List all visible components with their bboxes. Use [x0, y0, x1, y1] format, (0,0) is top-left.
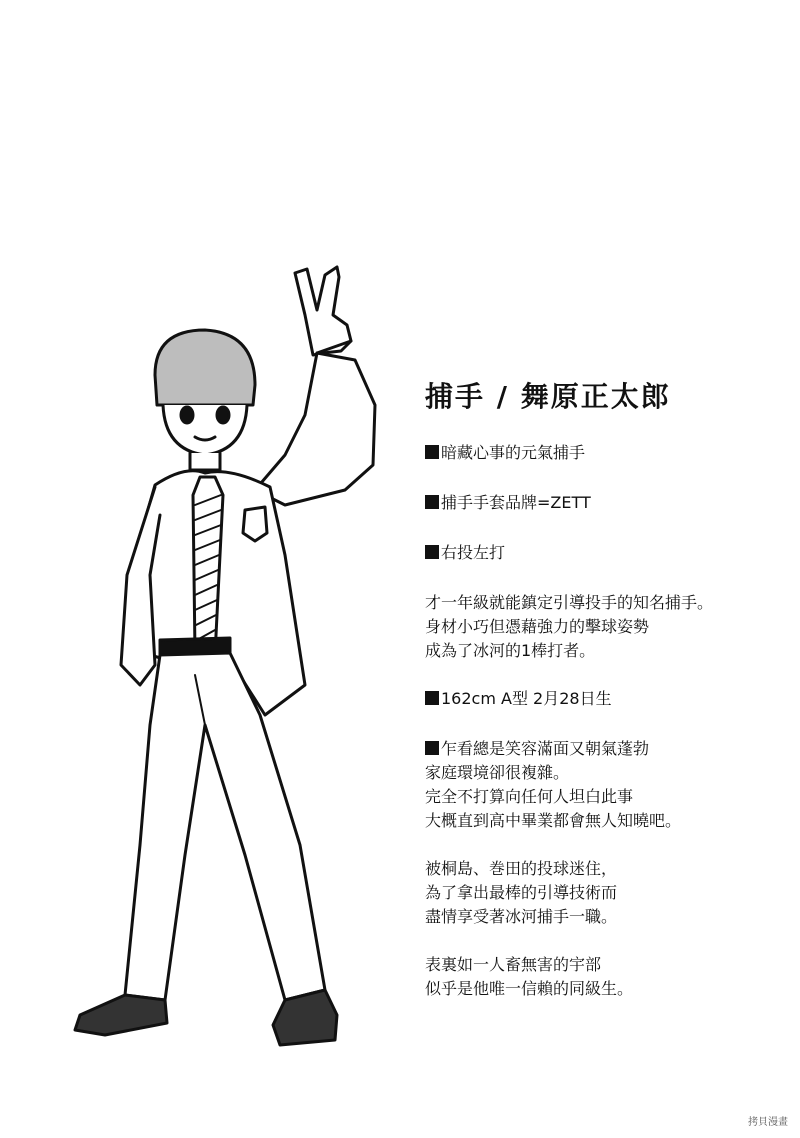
tag-text: 暗藏心事的元氣捕手: [441, 443, 586, 462]
paragraph-line: 才一年級就能鎮定引導投手的知名捕手。: [425, 593, 714, 612]
paragraph-line: 家庭環境卻很複雜。: [425, 763, 570, 782]
left-shoe: [75, 995, 167, 1035]
paragraph-line: 身材小巧但憑藉強力的擊球姿勢: [425, 617, 650, 636]
paragraph-line: 為了拿出最棒的引導技術而: [425, 883, 618, 902]
character-profile: [425, 375, 785, 1025]
paragraph-line: 成為了冰河的1棒打者。: [425, 641, 596, 660]
square-bullet-icon: [425, 741, 439, 755]
paragraph-line: 表裏如一人畜無害的宇部: [425, 955, 602, 974]
tag-item: [425, 441, 785, 465]
square-bullet-icon: [425, 545, 439, 559]
description-paragraph: [425, 857, 785, 929]
tag-item: [425, 491, 785, 515]
paragraph-line: 似乎是他唯一信賴的同級生。: [425, 979, 634, 998]
profile-title: 捕手 / 舞原正太郎: [425, 380, 671, 413]
paragraph-line: 被桐島、巻田的投球迷住，: [425, 859, 618, 878]
paragraph-line: [425, 737, 785, 761]
description-paragraph: [425, 591, 785, 663]
raised-arm: [255, 353, 375, 505]
watermark: 拷貝漫畫: [748, 1117, 788, 1128]
right-shoe: [273, 990, 337, 1045]
tag-text: 右投左打: [441, 543, 506, 562]
square-bullet-icon: [425, 495, 439, 509]
head: [155, 330, 255, 455]
tag-item: [425, 541, 785, 565]
square-bullet-icon: [425, 445, 439, 459]
character-illustration: [55, 255, 405, 1065]
square-bullet-icon: [425, 691, 439, 705]
stats-text: 162cm A型 2月28日生: [441, 689, 612, 708]
paragraph-text: 乍看總是笑容滿面又朝氣蓬勃: [441, 739, 650, 758]
stats-line: [425, 687, 785, 711]
description-paragraph: [425, 953, 785, 1001]
paragraph-line: 盡情享受著冰河捕手一職。: [425, 907, 618, 926]
tag-text: 捕手手套品牌=ZETT: [441, 493, 591, 512]
paragraph-line: 大概直到高中畢業都會無人知曉吧。: [425, 811, 682, 830]
peace-sign-hand: [295, 267, 351, 355]
trousers: [125, 653, 325, 1000]
paragraph-line: 完全不打算向任何人坦白此事: [425, 787, 634, 806]
description-paragraph: [425, 737, 785, 833]
